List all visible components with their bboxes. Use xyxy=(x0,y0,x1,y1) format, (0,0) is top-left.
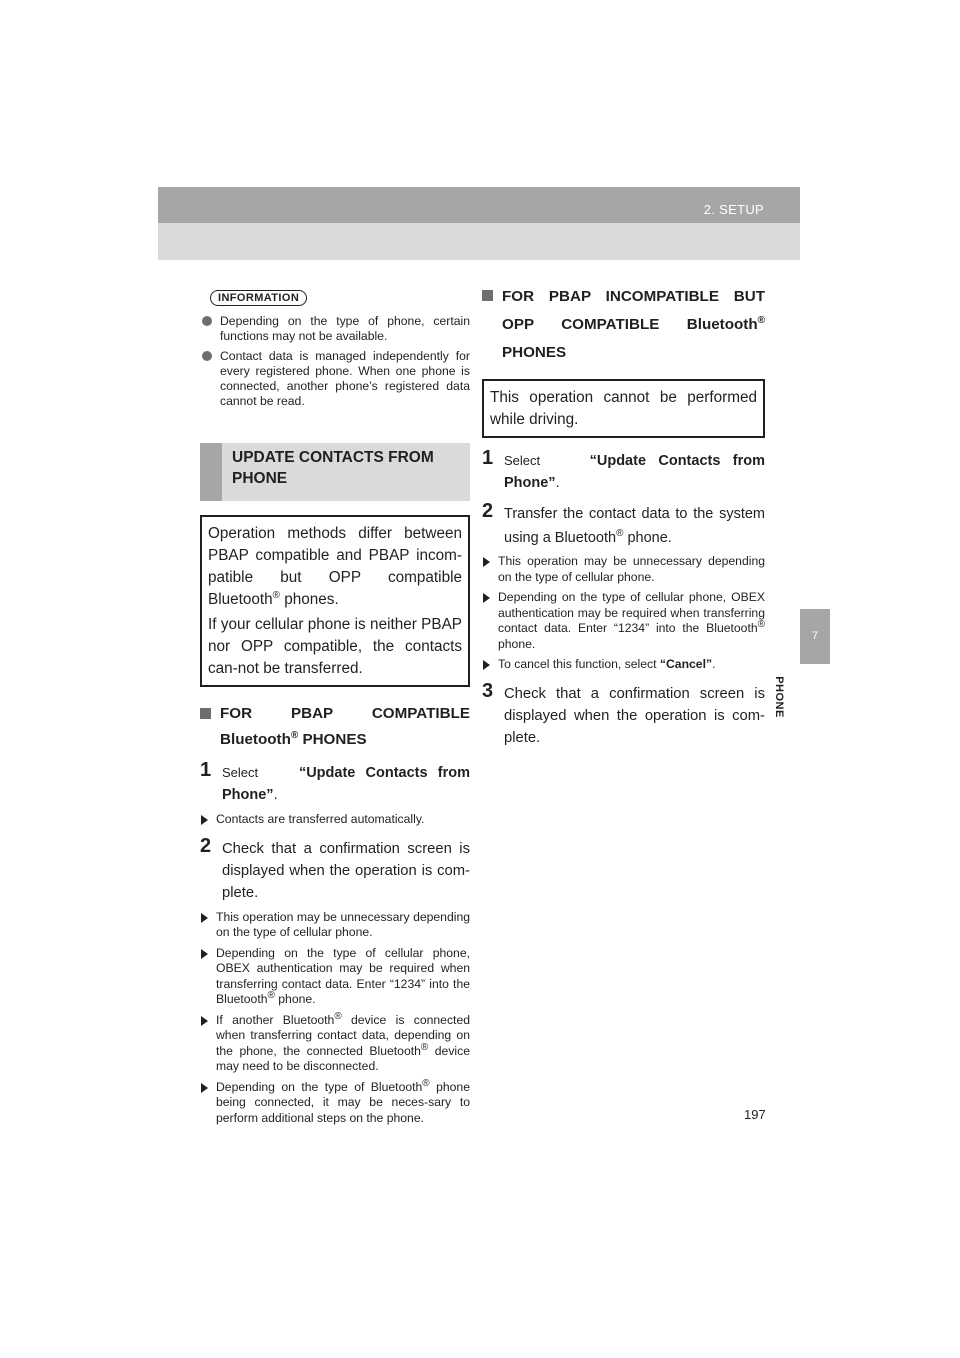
note-item: To cancel this function, select “Cancel”. xyxy=(482,657,765,673)
square-bullet-icon xyxy=(200,708,211,719)
step-2-notes xyxy=(200,910,470,1127)
triangle-bullet-icon xyxy=(201,815,208,825)
step-1-notes xyxy=(200,812,470,828)
menu-reference: “Cancel” xyxy=(659,657,713,671)
step-number: 3 xyxy=(482,679,494,702)
chapter-tab xyxy=(800,609,830,664)
step-number: 1 xyxy=(482,447,494,469)
section-heading-bar xyxy=(200,443,222,501)
triangle-bullet-icon xyxy=(201,913,208,923)
note-item: Depending on the type of cellular phone, OBEX authentication may be required when transferring contact data. Enter “1234” into the Bluetooth® phone. xyxy=(482,590,765,652)
intro-note-box xyxy=(200,515,470,687)
triangle-bullet-icon xyxy=(201,949,208,959)
note-item: If another Bluetooth® device is connected when transferring contact data, depending on the phone, the connected Bluetooth® device may need to be disconnected. xyxy=(200,1013,470,1075)
step-2: 2 Check that a confirmation screen is displayed when the operation is com-plete. xyxy=(200,834,470,901)
note-item: Depending on the type of Bluetooth® phone being connected, it may be neces-sary to perform additional steps on the phone. xyxy=(200,1080,470,1127)
note-item: Contacts are transferred automatically. xyxy=(200,812,470,828)
driving-note: This operation cannot be performed while driving. xyxy=(490,389,757,428)
triangle-bullet-icon xyxy=(483,557,490,567)
page-header xyxy=(158,187,800,260)
information-item: Contact data is managed independently for every registered phone. When one phone is connected, another phone’s registered data cannot be read. xyxy=(200,349,470,409)
section-heading: UPDATE CONTACTS FROM PHONE xyxy=(232,449,434,487)
triangle-bullet-icon xyxy=(201,1016,208,1026)
section-heading-box xyxy=(200,443,470,501)
chapter-number: 7 xyxy=(811,630,819,642)
step-3: 3 Check that a confirmation screen is displayed when the operation is com-plete. xyxy=(482,679,765,746)
information-item: Depending on the type of phone, certain functions may not be available. xyxy=(200,314,470,344)
note-item: This operation may be unnecessary depending on the type of cellular phone. xyxy=(200,910,470,941)
information-list xyxy=(200,314,470,409)
square-bullet-icon xyxy=(482,290,493,301)
page-number: 197 xyxy=(744,1107,766,1122)
intro-note-p1: Operation methods differ between PBAP compatible and PBAP incom-patible but OPP compatible Bluetooth® phones. xyxy=(208,525,462,608)
step-1: 1 Select “Update Contacts from Phone”. xyxy=(482,447,765,491)
bullet-dot-icon xyxy=(202,351,212,361)
step-2: 2 Transfer the contact data to the system using a Bluetooth® phone. xyxy=(482,500,765,546)
triangle-bullet-icon xyxy=(201,1083,208,1093)
menu-reference: “Update Contacts from Phone” xyxy=(222,765,470,803)
left-column xyxy=(200,288,470,1126)
triangle-bullet-icon xyxy=(483,593,490,603)
step-2-notes xyxy=(482,554,765,673)
triangle-bullet-icon xyxy=(483,660,490,670)
information-tag: INFORMATION xyxy=(210,290,307,306)
header-bottom-band xyxy=(158,223,800,260)
subheading-pbap-incompatible: FOR PBAP INCOMPATIBLE BUT OPP COMPATIBLE Bluetooth® PHONES xyxy=(482,283,765,367)
header-top-band xyxy=(158,187,800,223)
right-column xyxy=(482,283,765,749)
menu-reference: “Update Contacts from Phone” xyxy=(504,453,765,491)
intro-note-p2: If your cellular phone is neither PBAP nor OPP compatible, the contacts can-not be transferred. xyxy=(208,616,462,677)
note-item: This operation may be unnecessary depending on the type of cellular phone. xyxy=(482,554,765,585)
step-number: 2 xyxy=(200,834,212,857)
subheading-pbap-compatible: FOR PBAP COMPATIBLE Bluetooth® PHONES xyxy=(200,701,470,753)
note-item: Depending on the type of cellular phone, OBEX authentication may be required when transferring contact data. Enter “1234” into the Bluetooth® phone. xyxy=(200,946,470,1008)
bullet-dot-icon xyxy=(202,316,212,326)
step-number: 1 xyxy=(200,759,212,781)
chapter-label xyxy=(772,672,786,722)
section-title: 2. SETUP xyxy=(703,202,764,217)
chapter-label-text: PHONE xyxy=(773,676,785,718)
driving-note-box xyxy=(482,379,765,438)
step-1: 1 Select “Update Contacts from Phone”. xyxy=(200,759,470,803)
step-number: 2 xyxy=(482,500,494,522)
